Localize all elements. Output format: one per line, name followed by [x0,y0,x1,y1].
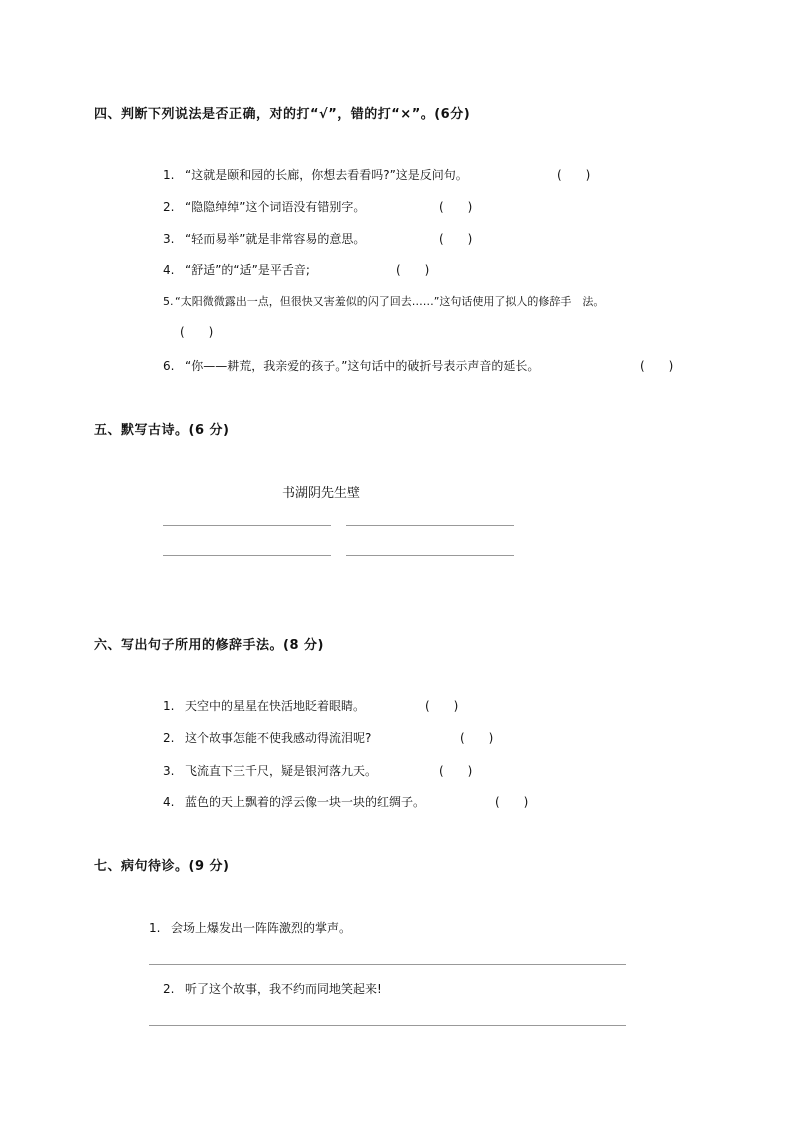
poem-title: 书湖阴先生壁 [282,486,361,501]
judgement-item-1 [163,166,468,183]
answer-paren[interactable]: ( ) [557,168,591,182]
answer-paren[interactable]: ( ) [460,731,494,745]
item-text: 天空中的星星在快活地眨着眼睛。 [185,699,366,713]
answer-paren[interactable]: ( ) [396,263,430,277]
judgement-item-5 [163,293,604,309]
rhetoric-item-2 [163,729,371,746]
answer-paren[interactable]: ( ) [640,359,674,373]
item-text: “太阳微微露出一点，但很快又害羞似的闪了回去……”这句话使用了拟人的修辞手 法。 [175,295,605,308]
sick-sentence-2 [163,980,382,997]
item-text: “隐隐绰绰”这个词语没有错别字。 [185,200,366,214]
judgement-item-2 [163,198,365,215]
item-number: 6. [163,359,175,373]
answer-paren[interactable]: ( ) [439,200,473,214]
correction-line[interactable] [149,964,626,965]
answer-paren[interactable]: ( ) [180,325,214,339]
item-number: 3. [163,764,175,778]
correction-line[interactable] [149,1025,626,1026]
item-text: “你——耕荒，我亲爱的孩子。”这句话中的破折号表示声音的延长。 [185,359,540,373]
item-number: 2. [163,731,175,745]
item-number: 2. [163,982,175,996]
section-7-heading: 七、病句待诊。(9 分) [94,859,230,874]
item-text: 听了这个故事，我不约而同地笑起来! [185,982,382,996]
answer-paren[interactable]: ( ) [439,232,473,246]
poem-answer-line[interactable] [163,525,331,526]
section-4-heading: 四、判断下列说法是否正确，对的打“√”，错的打“×”。(6分) [94,107,471,122]
item-text: 飞流直下三千尺，疑是银河落九天。 [185,764,378,778]
judgement-item-6 [163,357,539,374]
poem-answer-line[interactable] [163,555,331,556]
item-text: “舒适”的“适”是平舌音; [185,263,310,277]
item-text: 会场上爆发出一阵阵激烈的掌声。 [171,921,352,935]
sick-sentence-1 [149,919,351,936]
judgement-item-3 [163,230,365,247]
item-number: 1. [163,168,175,182]
item-text: 蓝色的天上飘着的浮云像一块一块的红绸子。 [185,795,426,809]
item-number: 5. [163,295,174,308]
item-text: “轻而易举”就是非常容易的意思。 [185,232,366,246]
judgement-item-4 [163,261,310,278]
item-number: 1. [149,921,161,935]
item-number: 3. [163,232,175,246]
answer-paren[interactable]: ( ) [439,764,473,778]
rhetoric-item-3 [163,762,377,779]
item-number: 1. [163,699,175,713]
poem-answer-line[interactable] [346,555,514,556]
answer-paren[interactable]: ( ) [425,699,459,713]
item-text: “这就是颐和园的长廊，你想去看看吗?”这是反问句。 [185,168,468,182]
item-number: 4. [163,263,175,277]
rhetoric-item-4 [163,793,425,810]
poem-answer-line[interactable] [346,525,514,526]
answer-paren[interactable]: ( ) [495,795,529,809]
section-5-heading: 五、默写古诗。(6 分) [94,423,230,438]
item-number: 4. [163,795,175,809]
section-6-heading: 六、写出句子所用的修辞手法。(8 分) [94,638,324,653]
item-number: 2. [163,200,175,214]
rhetoric-item-1 [163,697,365,714]
item-text: 这个故事怎能不使我感动得流泪呢? [185,731,372,745]
